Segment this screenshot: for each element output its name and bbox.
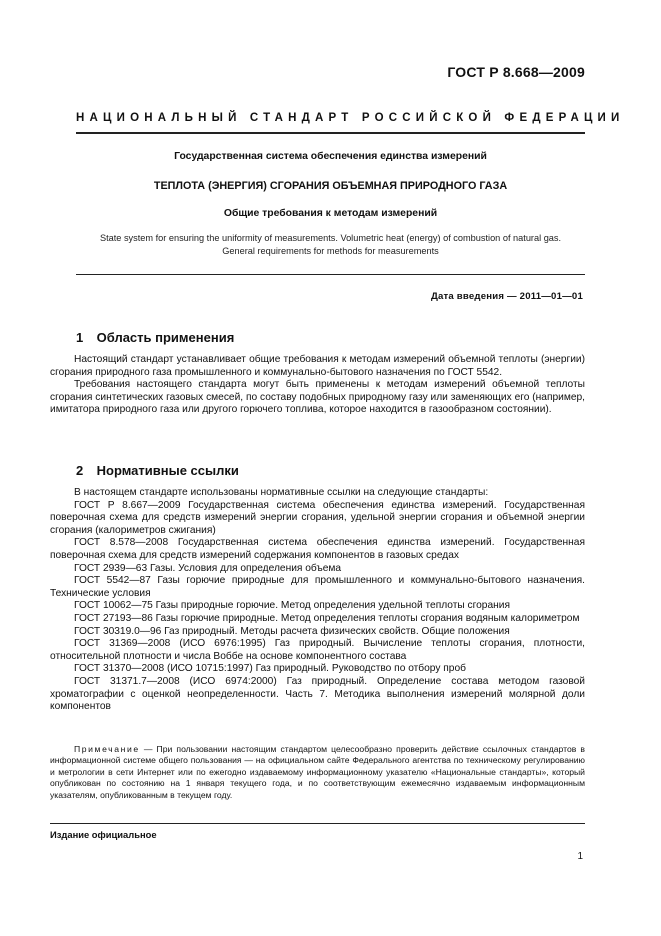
section-1-heading [76,330,234,345]
reference-item: ГОСТ 31369—2008 (ИСО 6976:1995) Газ природный. Вычисление теплоты сгорания, плотности, относительной плотности и числа Воббе на основе компонентного состава [50,638,585,662]
subtitle: Общие требования к методам измерений [223,208,438,219]
note [50,744,585,801]
document-code: ГОСТ Р 8.668—2009 [447,64,585,80]
section-title: Нормативные ссылки [96,463,239,478]
section-2-heading [76,463,239,478]
section-title: Область применения [96,330,235,345]
system-title: Государственная система обеспечения единства измерений [174,151,487,162]
reference-item: ГОСТ Р 8.667—2009 Государственная система обеспечения единства измерений. Государственная поверочная схема для средств измерений энергии сгорания, удельной энергии сгорания и объемной энергии сгорания (калориметров сжигания) [50,499,585,536]
section-number: 2 [76,463,84,478]
reference-item: ГОСТ 31370—2008 (ИСО 10715:1997) Газ природный. Руководство по отбору проб [74,663,466,675]
introduction-date: Дата введения — 2011—01—01 [430,291,583,302]
paragraph: Настоящий стандарт устанавливает общие требования к методам измерений объемной теплоты (энергии) сгорания природного газа промышленного и коммунально-бытового назначения по ГОСТ 5542. [50,354,585,378]
english-title [76,232,585,257]
official-edition-label: Издание официальное [50,829,157,840]
title-rule [76,274,585,275]
reference-item: ГОСТ 31371.7—2008 (ИСО 6974:2000) Газ природный. Определение состава методом газовой хроматографии с оценкой неопределенности. Часть 7. Методика выполнения измерений молярной доли компонентов [50,675,585,713]
english-title-line: General requirements for methods for measurements [222,245,439,256]
section-1-body [50,354,585,417]
header-rule [76,132,585,134]
section-2-body [50,487,585,714]
reference-item: ГОСТ 27193—86 Газы горючие природные. Метод определения теплоты сгорания водяным калориметром [74,612,580,624]
paragraph: В настоящем стандарте использованы нормативные ссылки на следующие стандарты: [74,487,489,498]
main-title: ТЕПЛОТА (ЭНЕРГИЯ) СГОРАНИЯ ОБЪЕМНАЯ ПРИРОДНОГО ГАЗА [153,180,508,192]
note-text: — При пользовании настоящим стандартом целесообразно проверить действие ссылочных стандартов в информационной системе общего пользования — на официальном сайте Федерального агентства по техническому регулированию и метрологии в сети Интернет или по ежегодно издаваемому информационному указателю «Национальные стандарты», который опубликован по состоянию на 1 января текущего года, и по соответствующим ежемесячно издаваемым информационным указателям, опубликованным в текущем году. [50,744,585,800]
reference-item: ГОСТ 5542—87 Газы горючие природные для промышленного и коммунально-бытового назначения. Технические условия [50,575,585,599]
english-title-line: State system for ensuring the uniformity of measurements. Volumetric heat (energy) of combustion of natural gas. [99,233,562,243]
footer-rule [50,823,585,824]
section-number: 1 [76,330,84,345]
national-standard-banner: НАЦИОНАЛЬНЫЙ СТАНДАРТ РОССИЙСКОЙ ФЕДЕРАЦИИ [76,112,625,124]
reference-item: ГОСТ 2939—63 Газы. Условия для определения объема [74,562,342,574]
note-paragraph [50,744,585,801]
reference-item: ГОСТ 10062—75 Газы природные горючие. Метод определения удельной теплоты сгорания [74,600,510,612]
note-label: Примечание [74,744,140,754]
reference-item: ГОСТ 8.578—2008 Государственная система обеспечения единства измерений. Государственная поверочная схема для средств измерений содержания компонентов в газовых средах [50,537,585,561]
paragraph: Требования настоящего стандарта могут быть применены к методам измерений объемной теплоты сгорания синтетических газовых смесей, по составу подобных природному газу или заменяющих его (например, имитатора природного газа или другого горючего топлива, которое находится в газообразном состоянии). [50,379,585,416]
page-number: 1 [577,851,583,862]
reference-item: ГОСТ 30319.0—96 Газ природный. Методы расчета физических свойств. Общие положения [74,625,510,637]
